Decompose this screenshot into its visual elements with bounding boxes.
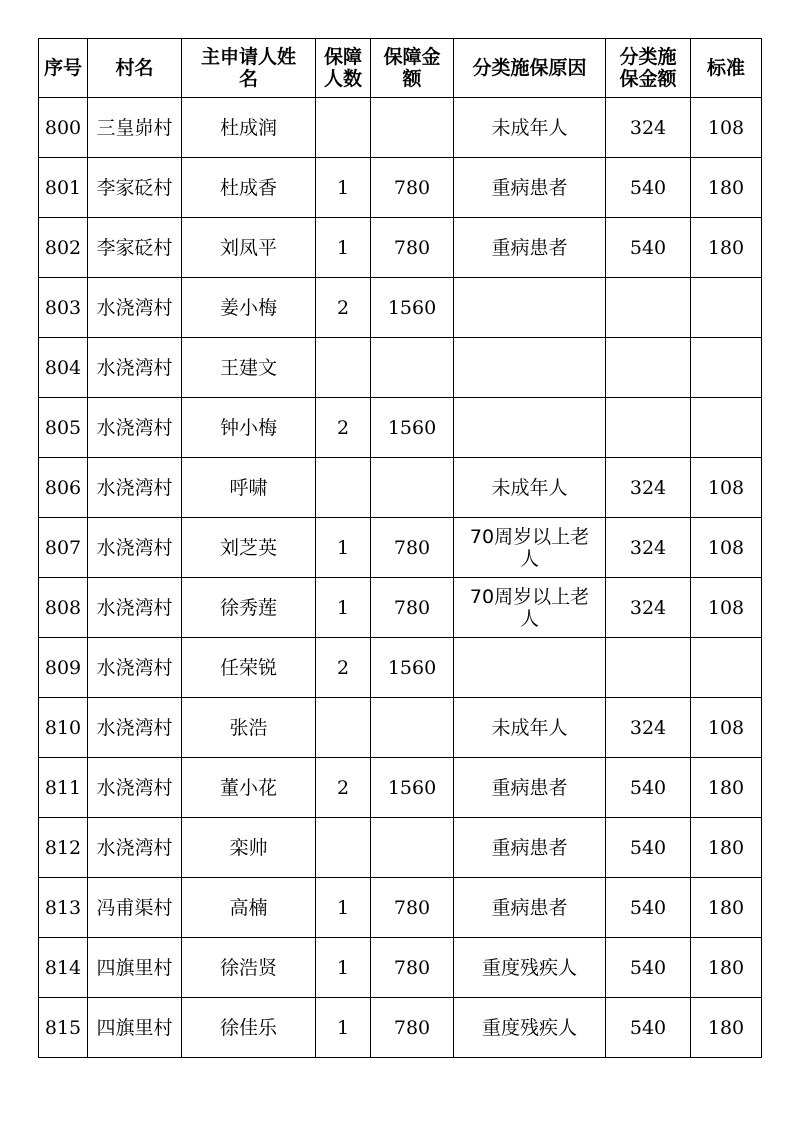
cell-class-amount: 540 bbox=[606, 218, 691, 278]
cell-village: 水浇湾村 bbox=[88, 578, 182, 638]
cell-class-amount: 540 bbox=[606, 818, 691, 878]
table-row bbox=[39, 638, 762, 698]
cell-amount bbox=[371, 818, 454, 878]
cell-people: 2 bbox=[316, 638, 371, 698]
cell-applicant: 刘芝英 bbox=[182, 518, 316, 578]
cell-reason: 70周岁以上老人 bbox=[454, 578, 606, 638]
cell-people: 1 bbox=[316, 938, 371, 998]
cell-amount: 780 bbox=[371, 518, 454, 578]
cell-seq: 800 bbox=[39, 98, 88, 158]
cell-class-amount: 540 bbox=[606, 158, 691, 218]
table-row bbox=[39, 158, 762, 218]
cell-seq: 812 bbox=[39, 818, 88, 878]
cell-class-amount: 324 bbox=[606, 578, 691, 638]
cell-people: 1 bbox=[316, 518, 371, 578]
cell-village: 水浇湾村 bbox=[88, 338, 182, 398]
cell-reason bbox=[454, 398, 606, 458]
cell-class-amount: 540 bbox=[606, 938, 691, 998]
cell-applicant: 徐秀莲 bbox=[182, 578, 316, 638]
cell-amount bbox=[371, 98, 454, 158]
header-people: 保障人数 bbox=[316, 39, 371, 98]
cell-standard: 180 bbox=[691, 998, 762, 1058]
table-row bbox=[39, 338, 762, 398]
table-row bbox=[39, 458, 762, 518]
cell-standard: 108 bbox=[691, 458, 762, 518]
table-row bbox=[39, 278, 762, 338]
table-row bbox=[39, 818, 762, 878]
cell-amount: 780 bbox=[371, 218, 454, 278]
cell-applicant: 呼啸 bbox=[182, 458, 316, 518]
cell-amount bbox=[371, 698, 454, 758]
cell-standard: 108 bbox=[691, 98, 762, 158]
relief-table bbox=[38, 38, 762, 1058]
cell-class-amount bbox=[606, 638, 691, 698]
cell-standard bbox=[691, 278, 762, 338]
cell-applicant: 任荣锐 bbox=[182, 638, 316, 698]
header-row bbox=[39, 39, 762, 98]
cell-reason: 重病患者 bbox=[454, 158, 606, 218]
cell-seq: 815 bbox=[39, 998, 88, 1058]
cell-seq: 813 bbox=[39, 878, 88, 938]
table-row bbox=[39, 518, 762, 578]
cell-reason bbox=[454, 638, 606, 698]
cell-class-amount: 324 bbox=[606, 698, 691, 758]
cell-people: 1 bbox=[316, 878, 371, 938]
cell-people: 1 bbox=[316, 578, 371, 638]
cell-reason: 重病患者 bbox=[454, 818, 606, 878]
cell-class-amount: 540 bbox=[606, 758, 691, 818]
cell-seq: 802 bbox=[39, 218, 88, 278]
cell-village: 四旗里村 bbox=[88, 998, 182, 1058]
cell-amount: 1560 bbox=[371, 278, 454, 338]
cell-applicant: 徐佳乐 bbox=[182, 998, 316, 1058]
cell-amount: 1560 bbox=[371, 758, 454, 818]
cell-reason: 重病患者 bbox=[454, 878, 606, 938]
cell-people: 2 bbox=[316, 398, 371, 458]
cell-standard: 180 bbox=[691, 158, 762, 218]
cell-village: 冯甫渠村 bbox=[88, 878, 182, 938]
cell-amount: 1560 bbox=[371, 398, 454, 458]
table-row bbox=[39, 878, 762, 938]
cell-applicant: 董小花 bbox=[182, 758, 316, 818]
cell-standard: 180 bbox=[691, 878, 762, 938]
cell-reason: 重病患者 bbox=[454, 218, 606, 278]
header-village: 村名 bbox=[88, 39, 182, 98]
cell-people bbox=[316, 698, 371, 758]
cell-village: 水浇湾村 bbox=[88, 698, 182, 758]
cell-class-amount: 540 bbox=[606, 998, 691, 1058]
cell-amount: 780 bbox=[371, 158, 454, 218]
cell-reason bbox=[454, 278, 606, 338]
cell-amount: 780 bbox=[371, 998, 454, 1058]
cell-amount bbox=[371, 458, 454, 518]
table-row bbox=[39, 398, 762, 458]
cell-applicant: 姜小梅 bbox=[182, 278, 316, 338]
cell-amount: 780 bbox=[371, 878, 454, 938]
cell-seq: 808 bbox=[39, 578, 88, 638]
cell-seq: 805 bbox=[39, 398, 88, 458]
cell-amount: 780 bbox=[371, 938, 454, 998]
table-row bbox=[39, 938, 762, 998]
cell-seq: 807 bbox=[39, 518, 88, 578]
cell-village: 水浇湾村 bbox=[88, 518, 182, 578]
cell-class-amount: 324 bbox=[606, 518, 691, 578]
cell-people bbox=[316, 818, 371, 878]
cell-village: 水浇湾村 bbox=[88, 398, 182, 458]
cell-applicant: 高楠 bbox=[182, 878, 316, 938]
cell-standard bbox=[691, 398, 762, 458]
cell-seq: 810 bbox=[39, 698, 88, 758]
cell-village: 水浇湾村 bbox=[88, 638, 182, 698]
cell-seq: 803 bbox=[39, 278, 88, 338]
cell-village: 水浇湾村 bbox=[88, 758, 182, 818]
cell-standard: 180 bbox=[691, 758, 762, 818]
cell-standard: 108 bbox=[691, 578, 762, 638]
cell-people: 2 bbox=[316, 758, 371, 818]
cell-class-amount: 324 bbox=[606, 458, 691, 518]
cell-applicant: 钟小梅 bbox=[182, 398, 316, 458]
table-row bbox=[39, 578, 762, 638]
cell-class-amount bbox=[606, 398, 691, 458]
header-reason: 分类施保原因 bbox=[454, 39, 606, 98]
cell-seq: 801 bbox=[39, 158, 88, 218]
cell-standard bbox=[691, 638, 762, 698]
table-row bbox=[39, 998, 762, 1058]
header-class-amount: 分类施保金额 bbox=[606, 39, 691, 98]
cell-seq: 809 bbox=[39, 638, 88, 698]
header-amount: 保障金额 bbox=[371, 39, 454, 98]
cell-amount: 1560 bbox=[371, 638, 454, 698]
cell-standard: 108 bbox=[691, 518, 762, 578]
cell-village: 三皇峁村 bbox=[88, 98, 182, 158]
header-applicant: 主申请人姓名 bbox=[182, 39, 316, 98]
cell-reason: 70周岁以上老人 bbox=[454, 518, 606, 578]
cell-applicant: 王建文 bbox=[182, 338, 316, 398]
cell-village: 四旗里村 bbox=[88, 938, 182, 998]
cell-reason bbox=[454, 338, 606, 398]
table-row bbox=[39, 698, 762, 758]
cell-reason: 重度残疾人 bbox=[454, 998, 606, 1058]
cell-applicant: 张浩 bbox=[182, 698, 316, 758]
cell-amount: 780 bbox=[371, 578, 454, 638]
cell-people: 2 bbox=[316, 278, 371, 338]
cell-applicant: 栾帅 bbox=[182, 818, 316, 878]
cell-reason: 重病患者 bbox=[454, 758, 606, 818]
cell-people bbox=[316, 458, 371, 518]
cell-village: 水浇湾村 bbox=[88, 458, 182, 518]
cell-seq: 811 bbox=[39, 758, 88, 818]
table-row bbox=[39, 218, 762, 278]
cell-amount bbox=[371, 338, 454, 398]
cell-applicant: 刘凤平 bbox=[182, 218, 316, 278]
cell-reason: 未成年人 bbox=[454, 458, 606, 518]
cell-village: 水浇湾村 bbox=[88, 818, 182, 878]
table-row bbox=[39, 98, 762, 158]
cell-people bbox=[316, 98, 371, 158]
cell-standard bbox=[691, 338, 762, 398]
cell-class-amount: 324 bbox=[606, 98, 691, 158]
cell-standard: 108 bbox=[691, 698, 762, 758]
cell-seq: 806 bbox=[39, 458, 88, 518]
cell-standard: 180 bbox=[691, 818, 762, 878]
cell-standard: 180 bbox=[691, 938, 762, 998]
table-row bbox=[39, 758, 762, 818]
cell-seq: 804 bbox=[39, 338, 88, 398]
cell-village: 李家砭村 bbox=[88, 158, 182, 218]
cell-applicant: 杜成润 bbox=[182, 98, 316, 158]
cell-applicant: 杜成香 bbox=[182, 158, 316, 218]
cell-class-amount bbox=[606, 278, 691, 338]
cell-reason: 未成年人 bbox=[454, 698, 606, 758]
cell-village: 水浇湾村 bbox=[88, 278, 182, 338]
cell-standard: 180 bbox=[691, 218, 762, 278]
cell-people: 1 bbox=[316, 158, 371, 218]
header-standard: 标准 bbox=[691, 39, 762, 98]
cell-reason: 未成年人 bbox=[454, 98, 606, 158]
cell-class-amount bbox=[606, 338, 691, 398]
cell-village: 李家砭村 bbox=[88, 218, 182, 278]
cell-reason: 重度残疾人 bbox=[454, 938, 606, 998]
cell-seq: 814 bbox=[39, 938, 88, 998]
cell-people bbox=[316, 338, 371, 398]
cell-people: 1 bbox=[316, 998, 371, 1058]
header-seq: 序号 bbox=[39, 39, 88, 98]
cell-people: 1 bbox=[316, 218, 371, 278]
cell-applicant: 徐浩贤 bbox=[182, 938, 316, 998]
cell-class-amount: 540 bbox=[606, 878, 691, 938]
